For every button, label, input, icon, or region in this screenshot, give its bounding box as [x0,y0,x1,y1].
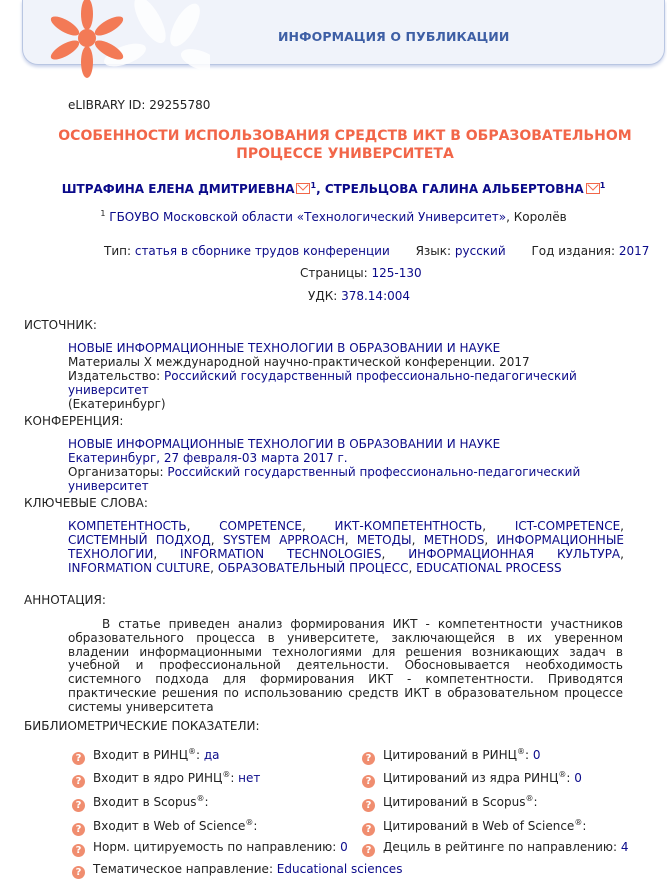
registered-mark: ® [574,818,583,827]
registered-mark: ® [517,747,525,756]
keyword-link[interactable]: METHODS [423,533,485,547]
registered-mark: ® [196,794,205,803]
type-value: статья в сборнике трудов конференции [134,244,390,258]
conference-block [68,437,628,493]
metric-label: Входит в ядро РИНЦ [93,771,223,785]
keyword-link[interactable]: EDUCATIONAL PROCESS [416,561,562,575]
author-affiliation-mark: 1 [599,181,606,190]
publication-title [40,127,650,163]
metric-row [72,747,220,765]
affiliation-link[interactable]: ГБОУВО Московской области «Технологический Университет» [109,210,507,224]
source-block [68,341,628,411]
language-value: русский [454,244,506,258]
help-icon[interactable]: ? [362,752,375,765]
conference-place-date[interactable]: Екатеринбург, 27 февраля-03 марта 2017 г. [68,451,348,465]
metric-value[interactable]: 4 [620,840,629,854]
metric-row [72,794,209,812]
metric-label: Цитирований в Web of Science [383,819,575,833]
author-affiliation-mark: 1 [310,181,317,190]
type-label: Тип: [104,244,135,258]
registered-mark: ® [245,818,254,827]
metric-label: Дециль в рейтинге по направлению [383,840,613,854]
keyword-link[interactable]: COMPETENCE [219,519,302,533]
metric-row [362,747,541,765]
udk [308,289,410,303]
metric-row [72,840,348,857]
keyword-link[interactable]: СИСТЕМНЫЙ ПОДХОД [68,533,211,547]
publisher-label: Издательство: [68,369,164,383]
keyword-link[interactable]: ИНФОРМАЦИОННАЯ КУЛЬТУРА [408,547,621,561]
elibrary-id [68,98,210,112]
help-icon[interactable]: ? [72,844,85,857]
bibliometrics-heading: БИБЛИОМЕТРИЧЕСКИЕ ПОКАЗАТЕЛИ: [24,719,260,733]
publisher-city: (Екатеринбург) [68,397,166,411]
metric-label: Цитирований из ядра РИНЦ [383,771,559,785]
pages [300,266,422,280]
year-value: 2017 [618,244,650,258]
metric-row [72,818,257,836]
keywords-list: КОМПЕТЕНТНОСТЬ, COMPETENCE, ИКТ-КОМПЕТЕНТНОСТЬ, ICT-COMPETENCE, СИСТЕМНЫЙ ПОДХОД, SYSTEM APPROACH, МЕТОДЫ, METHODS, ИНФОРМАЦИОННЫЕ ТЕХНОЛОГИИ, INFORMATION TECHNOLOGIES, ИНФОРМАЦИОННАЯ КУЛЬТУРА, INFORMATION CULTURE, ОБРАЗОВАТЕЛЬНЫЙ ПРОЦЕСС, EDUCATIONAL PROCESS [68,519,624,575]
help-icon[interactable]: ? [362,799,375,812]
metric-label: Норм. цитируемость по направлению [93,840,333,854]
udk-label: УДК: [308,289,342,303]
metric-separator: : [332,840,341,854]
keyword-link[interactable]: ИНФОРМАЦИОННЫЕ ТЕХНОЛОГИИ [68,533,624,561]
metric-value[interactable]: Educational sciences [276,862,403,876]
metric-row [362,840,629,857]
help-icon[interactable]: ? [362,823,375,836]
flower-logo-icon [0,0,210,80]
registered-mark: ® [222,770,231,779]
metric-separator: : [566,771,575,785]
elibrary-id-value: 29255780 [149,98,211,112]
elibrary-id-label: eLIBRARY ID: [68,98,150,112]
metric-separator: : [253,819,258,833]
metric-value[interactable]: да [203,748,220,762]
metric-separator: : [533,795,538,809]
mail-icon[interactable] [586,183,600,194]
metric-row [72,770,260,788]
help-icon[interactable]: ? [72,823,85,836]
publication-title-line-2: ПРОЦЕССЕ УНИВЕРСИТЕТА [236,146,454,162]
author-link[interactable]: ШТРАФИНА ЕЛЕНА ДМИТРИЕВНА [61,182,295,196]
metric-separator: : [230,771,239,785]
authors: ШТРАФИНА ЕЛЕНА ДМИТРИЕВНА $^1$, СТРЕЛЬЦОВА ГАЛИНА АЛЬБЕРТОВНА $^1$ [61,181,606,196]
metric-value[interactable]: нет [238,771,261,785]
author-link[interactable]: СТРЕЛЬЦОВА ГАЛИНА АЛЬБЕРТОВНА [324,182,584,196]
registered-mark: ® [188,747,197,756]
help-icon[interactable]: ? [72,866,85,879]
affiliation [0,209,667,224]
keyword-link[interactable]: МЕТОДЫ [356,533,412,547]
metric-value[interactable]: 0 [574,771,582,785]
source-title-link[interactable]: НОВЫЕ ИНФОРМАЦИОННЫЕ ТЕХНОЛОГИИ В ОБРАЗОВАНИИ И НАУКЕ [68,341,501,355]
affiliation-city: , Королёв [506,210,567,224]
conference-heading: КОНФЕРЕНЦИЯ: [24,414,124,428]
source-heading: ИСТОЧНИК: [24,318,97,332]
metric-separator: : [204,795,209,809]
metric-row [362,770,582,788]
pages-label: Страницы: [300,266,372,280]
metric-row [362,794,538,812]
metric-label: Цитирований в РИНЦ [383,748,517,762]
keyword-link[interactable]: ИКТ-КОМПЕТЕНТНОСТЬ [334,519,483,533]
metric-row [362,818,586,836]
organizer-link[interactable]: Российский государственный профессионально-педагогический университет [68,465,581,493]
metric-separator: : [613,840,621,854]
metric-separator: : [196,748,204,762]
keyword-link[interactable]: INFORMATION TECHNOLOGIES [180,547,382,561]
keyword-link[interactable]: SYSTEM APPROACH [222,533,345,547]
pages-value: 125-130 [371,266,422,280]
help-icon[interactable]: ? [362,775,375,788]
keyword-link[interactable]: ОБРАЗОВАТЕЛЬНЫЙ ПРОЦЕСС [217,561,409,575]
conference-title-link[interactable]: НОВЫЕ ИНФОРМАЦИОННЫЕ ТЕХНОЛОГИИ В ОБРАЗОВАНИИ И НАУКЕ [68,437,501,451]
organizers-label: Организаторы: [68,465,168,479]
registered-mark: ® [558,770,567,779]
header-title: ИНФОРМАЦИЯ О ПУБЛИКАЦИИ [278,29,510,44]
metric-row [72,862,402,879]
metric-label: Входит в РИНЦ [93,748,189,762]
affiliation-mark: 1 [100,209,106,218]
publication-title-line-1: ОСОБЕННОСТИ ИСПОЛЬЗОВАНИЯ СРЕДСТВ ИКТ В ОБРАЗОВАТЕЛЬНОМ [58,128,632,144]
metric-label: Входит в Web of Science [93,819,246,833]
year-label: Год издания: [531,244,619,258]
metric-separator: : [268,862,277,876]
help-icon[interactable]: ? [72,752,85,765]
udk-value: 378.14:004 [341,289,411,303]
metric-label: Цитирований в Scopus [383,795,526,809]
keyword-link[interactable]: КОМПЕТЕНТНОСТЬ [68,519,187,533]
registered-mark: ® [525,794,534,803]
metric-separator: : [582,819,587,833]
abstract-text: В статье приведен анализ формирования ИКТ - компетентности участников образовательного процесса в университете, заключающейся в их уверенном владении информационными технологиями для решения возникающих задач в учебной и профессиональной деятельности. Обосновывается необходимость системного подхода для формирования ИКТ - компетентности. Приводятся практические решения по использованию средств ИКТ в образовательном процессе системы университета [68,617,623,714]
metric-label: Тематическое направление [93,862,269,876]
help-icon[interactable]: ? [362,844,375,857]
metric-label: Входит в Scopus [93,795,197,809]
publication-meta [104,244,649,258]
publisher-link[interactable]: Российский государственный профессионально-педагогический университет [68,369,577,397]
language-label: Язык: [415,244,455,258]
help-icon[interactable]: ? [72,775,85,788]
abstract-heading: АННОТАЦИЯ: [24,593,106,607]
mail-icon[interactable] [296,183,310,194]
keywords-heading: КЛЮЧЕВЫЕ СЛОВА: [24,496,148,510]
keyword-link[interactable]: INFORMATION CULTURE [68,561,211,575]
keyword-link[interactable]: ICT-COMPETENCE [514,519,621,533]
help-icon[interactable]: ? [72,799,85,812]
source-subtitle: Материалы X международной научно-практической конференции. 2017 [68,355,530,369]
metric-separator: : [525,748,533,762]
metric-value[interactable]: 0 [532,748,541,762]
metric-value[interactable]: 0 [340,840,348,854]
